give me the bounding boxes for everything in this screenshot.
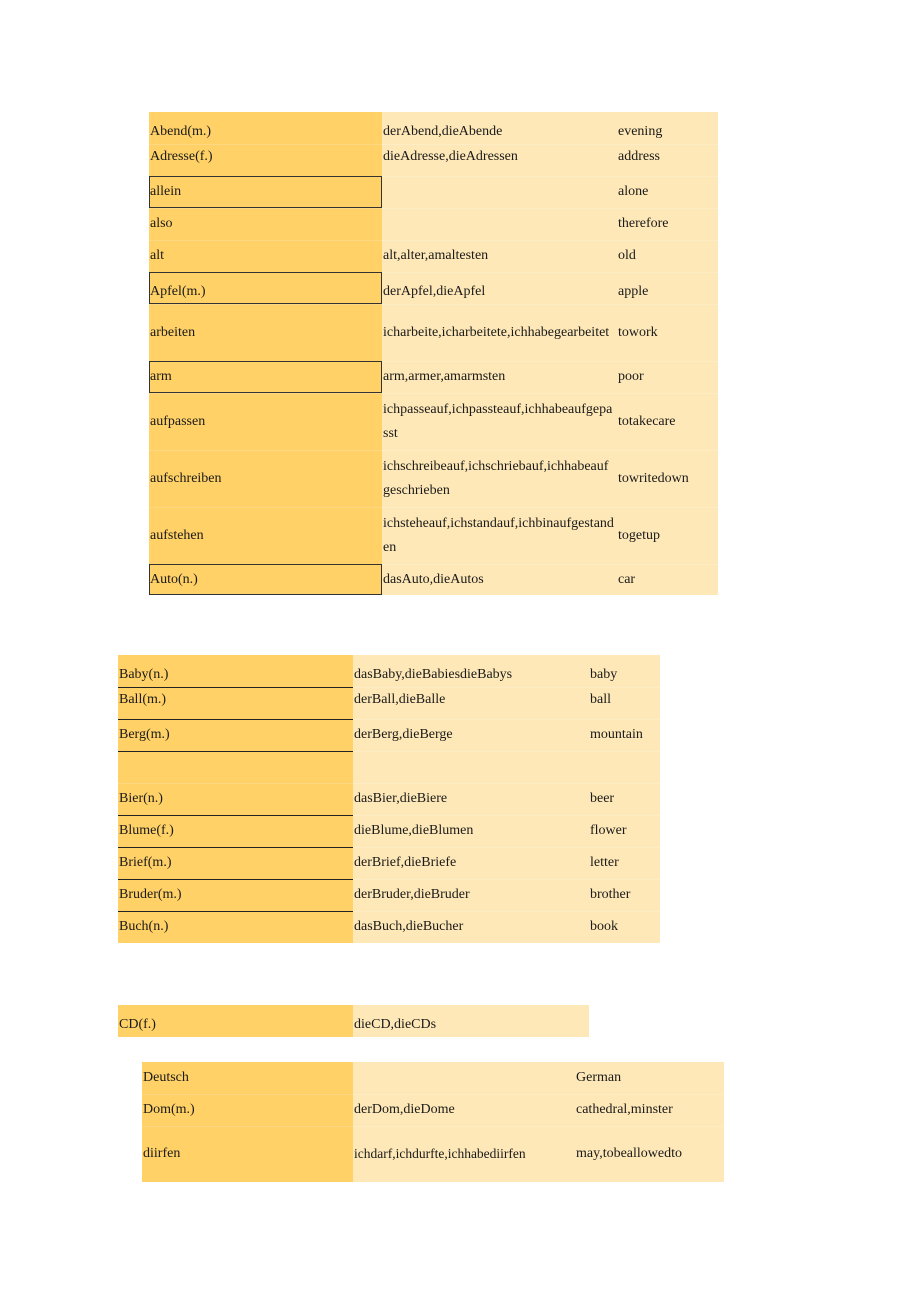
word-cell: aufschreiben xyxy=(149,450,382,507)
word-cell: Abend(m.) xyxy=(149,112,382,144)
word-cell: Adresse(f.) xyxy=(149,144,382,176)
table-row xyxy=(149,304,718,361)
forms-cell: dieBlume,dieBlumen xyxy=(353,815,588,847)
forms-cell: ichdarf,ichdurfte,ichhabediirfen xyxy=(353,1126,574,1182)
forms-cell: derBrief,dieBriefe xyxy=(353,847,588,879)
word-cell: diirfen xyxy=(142,1126,353,1182)
table-row xyxy=(149,112,718,144)
forms-cell xyxy=(353,1062,574,1094)
table-row xyxy=(118,815,660,847)
word-cell: Apfel(m.) xyxy=(149,272,382,304)
meaning-cell: towritedown xyxy=(616,450,718,507)
meaning-cell: old xyxy=(616,240,718,272)
forms-cell: derApfel,dieApfel xyxy=(382,272,616,304)
table-row xyxy=(118,1005,589,1037)
table-row xyxy=(149,240,718,272)
meaning-cell: brother xyxy=(588,879,660,911)
meaning-cell: may,tobeallowedto xyxy=(574,1126,724,1182)
table-row xyxy=(149,450,718,507)
table-row xyxy=(118,911,660,943)
meaning-cell: baby xyxy=(588,655,660,687)
table-row xyxy=(118,719,660,751)
forms-cell: dasBaby,dieBabiesdieBabys xyxy=(353,655,588,687)
forms-cell: derAbend,dieAbende xyxy=(382,112,616,144)
table-row xyxy=(149,393,718,450)
meaning-cell: flower xyxy=(588,815,660,847)
meaning-cell: totakecare xyxy=(616,393,718,450)
meaning-cell: poor xyxy=(616,361,718,393)
forms-cell xyxy=(353,751,588,783)
word-cell: Bruder(m.) xyxy=(118,879,353,911)
table-row xyxy=(142,1126,724,1182)
forms-cell: arm,armer,amarmsten xyxy=(382,361,616,393)
vocab-table-a xyxy=(149,112,718,595)
word-cell: Deutsch xyxy=(142,1062,353,1094)
word-cell: arbeiten xyxy=(149,304,382,361)
table-row xyxy=(118,655,660,687)
forms-cell: dasBier,dieBiere xyxy=(353,783,588,815)
word-cell: Baby(n.) xyxy=(118,655,353,687)
table-row xyxy=(118,783,660,815)
word-cell: aufstehen xyxy=(149,507,382,564)
meaning-cell: beer xyxy=(588,783,660,815)
meaning-cell: alone xyxy=(616,176,718,208)
word-cell: allein xyxy=(149,176,382,208)
table-row xyxy=(118,751,660,783)
word-cell: Dom(m.) xyxy=(142,1094,353,1126)
table-row xyxy=(149,564,718,595)
word-cell: arm xyxy=(149,361,382,393)
word-cell: Ball(m.) xyxy=(118,687,353,719)
forms-cell xyxy=(382,176,616,208)
vocab-table-d xyxy=(142,1062,724,1182)
meaning-cell: apple xyxy=(616,272,718,304)
forms-cell: alt,alter,amaltesten xyxy=(382,240,616,272)
table-row xyxy=(149,507,718,564)
word-cell: aufpassen xyxy=(149,393,382,450)
forms-cell: ichpasseauf,ichpassteauf,ichhabeaufgepasst xyxy=(382,393,616,450)
forms-cell: dasBuch,dieBucher xyxy=(353,911,588,943)
forms-cell: derDom,dieDome xyxy=(353,1094,574,1126)
meaning-cell: ball xyxy=(588,687,660,719)
vocab-table-b xyxy=(118,655,660,943)
meaning-cell: book xyxy=(588,911,660,943)
meaning-cell: German xyxy=(574,1062,724,1094)
word-cell xyxy=(118,751,353,783)
meaning-cell: address xyxy=(616,144,718,176)
word-cell: Auto(n.) xyxy=(149,564,382,595)
word-cell: Bier(n.) xyxy=(118,783,353,815)
word-cell: alt xyxy=(149,240,382,272)
forms-cell: dieCD,dieCDs xyxy=(353,1005,589,1037)
meaning-cell: togetup xyxy=(616,507,718,564)
meaning-cell: letter xyxy=(588,847,660,879)
table-row xyxy=(149,361,718,393)
vocab-table-c xyxy=(118,1005,589,1037)
forms-cell: derBerg,dieBerge xyxy=(353,719,588,751)
word-cell: Blume(f.) xyxy=(118,815,353,847)
table-row xyxy=(118,847,660,879)
forms-cell xyxy=(382,208,616,240)
forms-cell: derBall,dieBalle xyxy=(353,687,588,719)
word-cell: Buch(n.) xyxy=(118,911,353,943)
forms-cell: dasAuto,dieAutos xyxy=(382,564,616,595)
forms-cell: derBruder,dieBruder xyxy=(353,879,588,911)
table-row xyxy=(142,1094,724,1126)
word-cell: Brief(m.) xyxy=(118,847,353,879)
table-row xyxy=(118,687,660,719)
table-row xyxy=(149,208,718,240)
forms-cell: ichschreibeauf,ichschriebauf,ichhabeaufgeschrieben xyxy=(382,450,616,507)
meaning-cell: car xyxy=(616,564,718,595)
forms-cell: dieAdresse,dieAdressen xyxy=(382,144,616,176)
meaning-cell: therefore xyxy=(616,208,718,240)
word-cell: also xyxy=(149,208,382,240)
word-cell: CD(f.) xyxy=(118,1005,353,1037)
table-row xyxy=(118,879,660,911)
table-row xyxy=(149,272,718,304)
table-row xyxy=(149,144,718,176)
table-row xyxy=(142,1062,724,1094)
meaning-cell xyxy=(588,751,660,783)
meaning-cell: evening xyxy=(616,112,718,144)
meaning-cell: mountain xyxy=(588,719,660,751)
forms-cell: icharbeite,icharbeitete,ichhabegearbeitet xyxy=(382,304,616,361)
meaning-cell: towork xyxy=(616,304,718,361)
forms-cell: ichsteheauf,ichstandauf,ichbinaufgestanden xyxy=(382,507,616,564)
meaning-cell: cathedral,minster xyxy=(574,1094,724,1126)
word-cell: Berg(m.) xyxy=(118,719,353,751)
table-row xyxy=(149,176,718,208)
